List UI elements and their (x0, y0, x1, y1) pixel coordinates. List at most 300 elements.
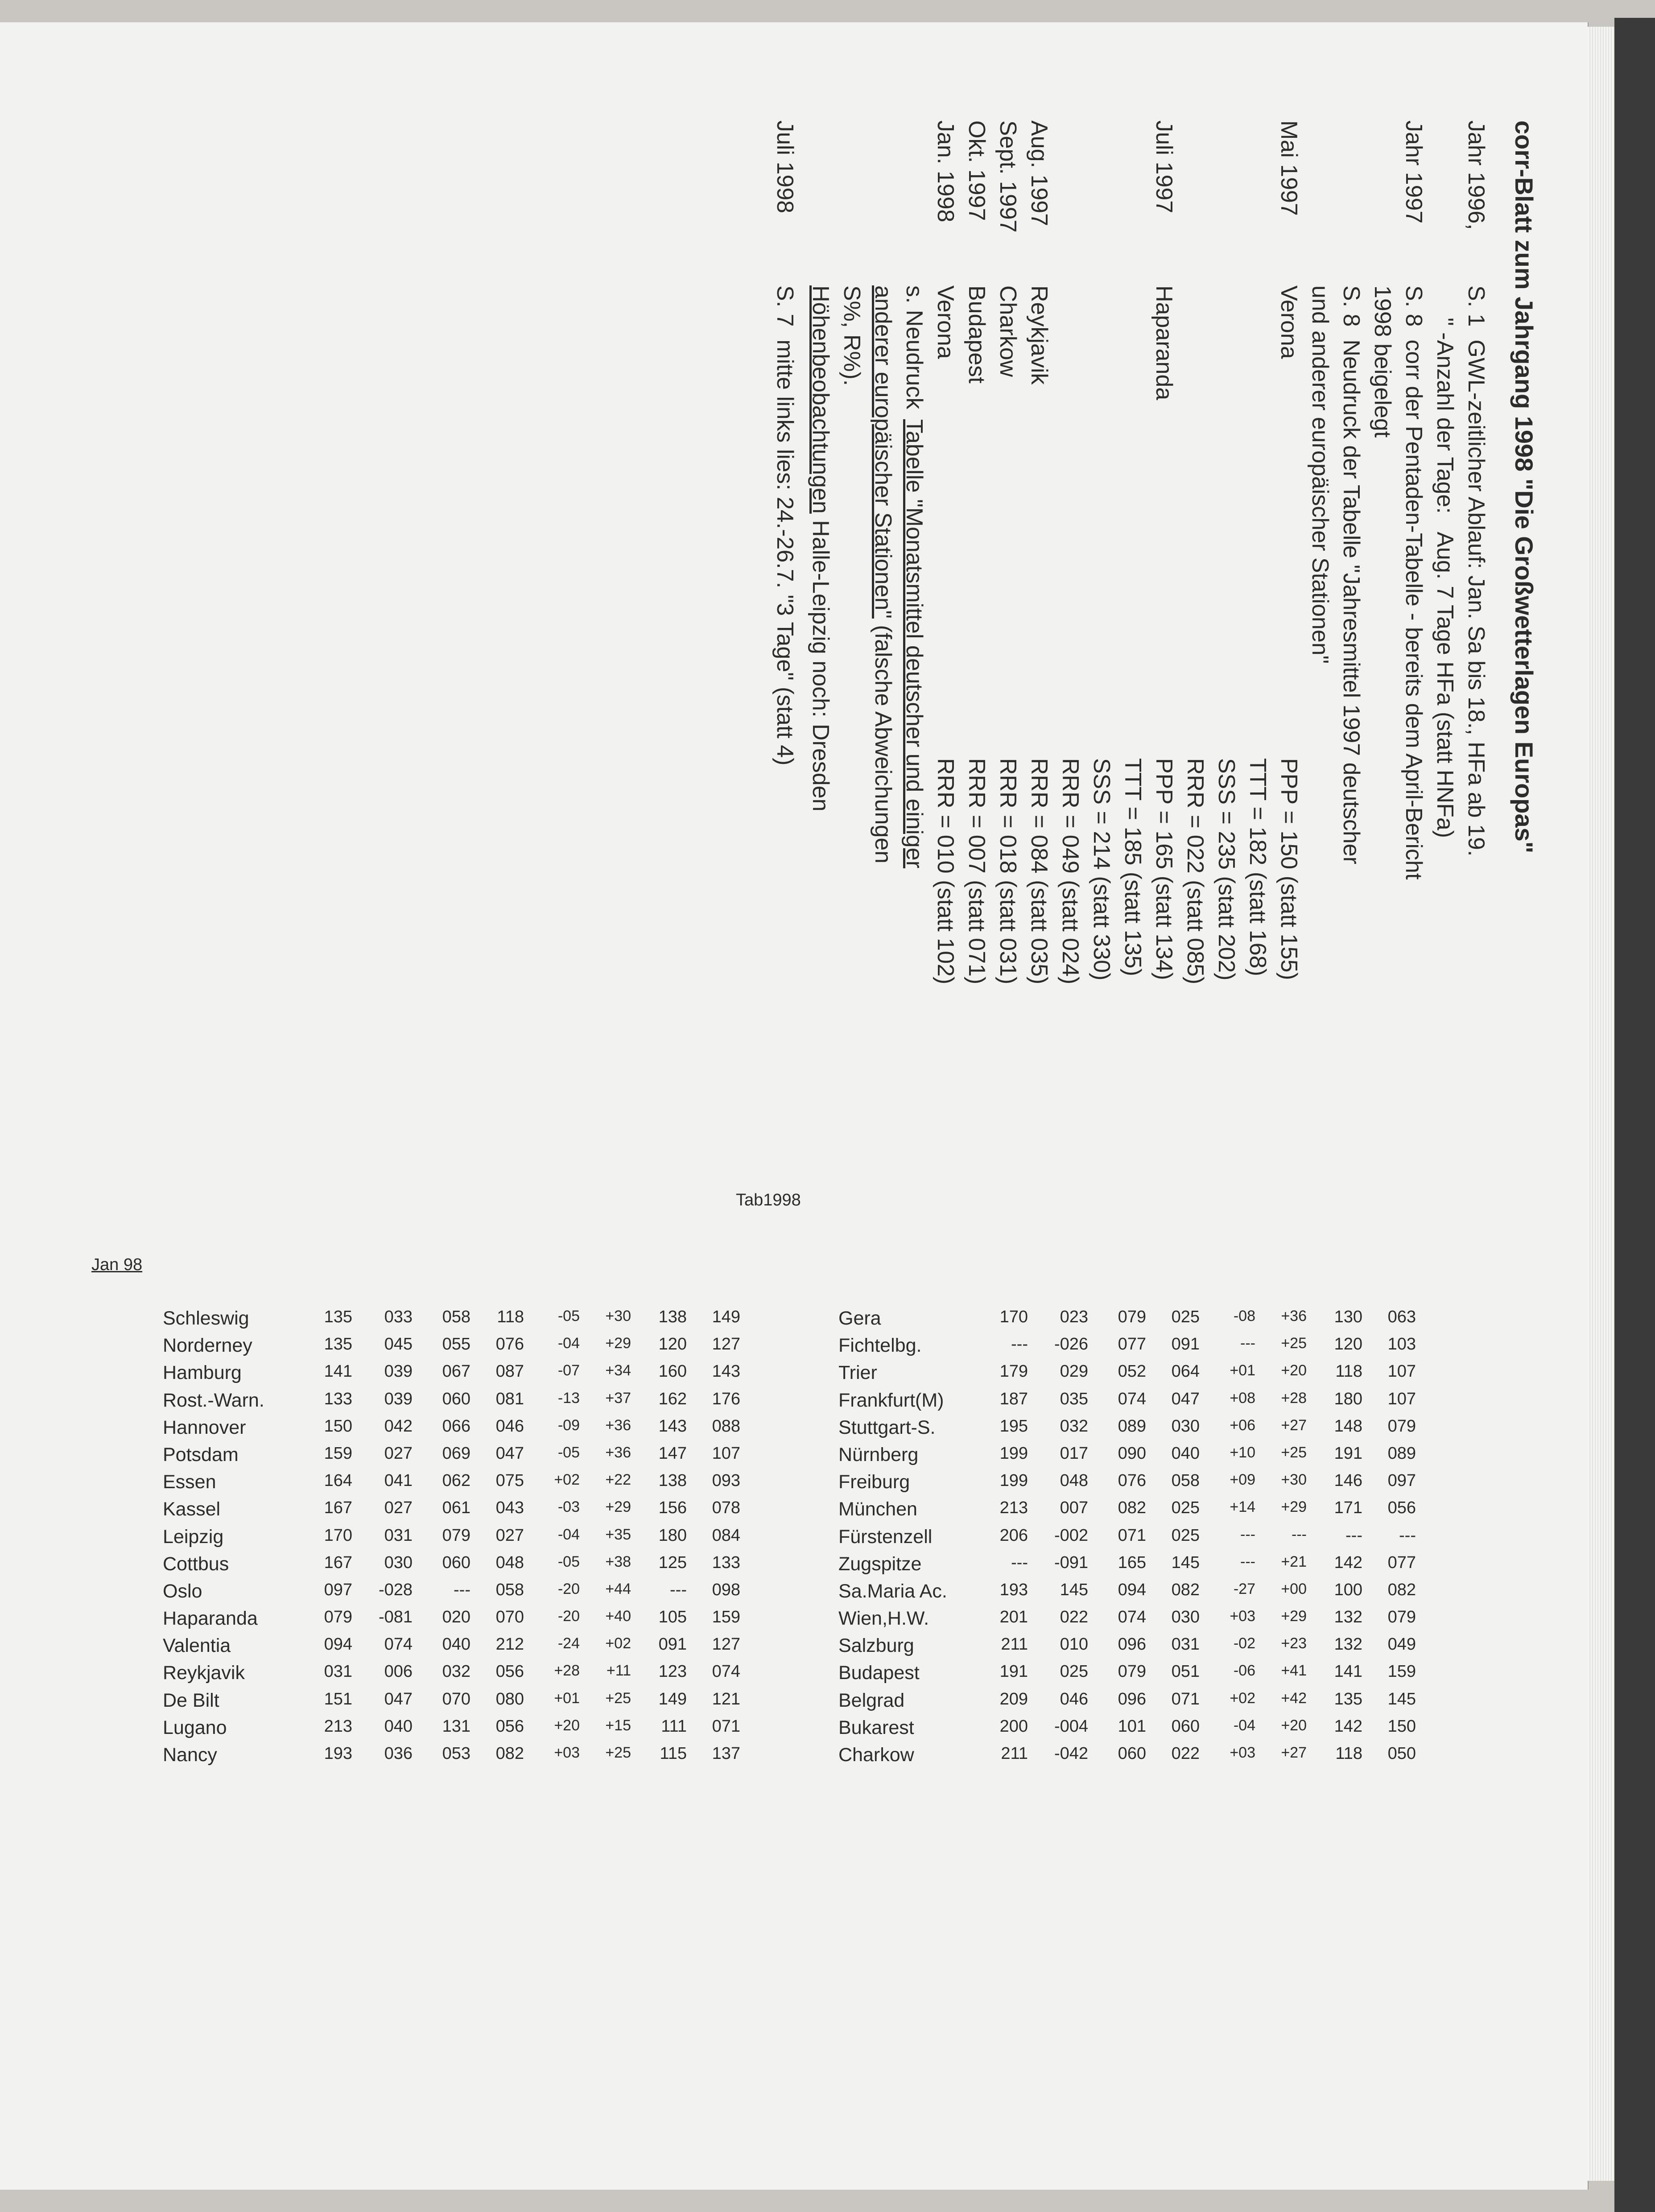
value-cell: +36 (605, 1444, 631, 1461)
value-cell: +03 (554, 1744, 580, 1761)
value-cell: 055 (442, 1335, 470, 1354)
neudruck-line-2 (865, 120, 896, 864)
value-cell: 138 (658, 1308, 687, 1326)
value-cell: 091 (1171, 1335, 1200, 1354)
value-cell: 137 (712, 1744, 740, 1763)
station-name: De Bilt (163, 1689, 219, 1711)
value-cell: 107 (1387, 1389, 1416, 1408)
value-cell: -04 (557, 1335, 580, 1352)
value-cell: 080 (495, 1689, 524, 1709)
value-cell: 076 (495, 1335, 524, 1354)
value-cell: 062 (442, 1471, 470, 1490)
correction-cell: Reykjavik (1026, 285, 1052, 385)
value-cell: 103 (1387, 1335, 1416, 1354)
value-cell: 125 (658, 1553, 687, 1572)
value-cell: 130 (1334, 1308, 1362, 1326)
neudruck-line-3-text: S%, R%). (839, 285, 865, 386)
correction-cell: PPP = 150 (statt 155) (1276, 758, 1302, 980)
station-name: Haparanda (163, 1608, 258, 1630)
page-edges (1588, 27, 1615, 2181)
value-cell: 133 (712, 1553, 740, 1572)
station-name: Trier (838, 1362, 877, 1384)
neudruck-line-3 (834, 120, 865, 386)
station-name: Nancy (163, 1744, 217, 1766)
value-cell: 147 (658, 1444, 687, 1463)
value-cell: 090 (1118, 1444, 1146, 1463)
correction-cell: Okt. 1997 (964, 120, 990, 221)
value-cell: 036 (384, 1744, 413, 1763)
value-cell: 078 (712, 1498, 740, 1518)
value-cell: 100 (1334, 1580, 1362, 1599)
station-name: München (838, 1498, 917, 1520)
value-cell: 071 (712, 1717, 740, 1736)
value-cell: 074 (712, 1662, 740, 1681)
station-name: Potsdam (163, 1444, 239, 1465)
value-cell: +36 (1281, 1308, 1307, 1325)
value-cell: +29 (1281, 1498, 1307, 1516)
value-cell: 143 (658, 1416, 687, 1436)
value-cell: 064 (1171, 1362, 1200, 1381)
value-cell: 039 (384, 1362, 413, 1381)
value-cell: 120 (658, 1335, 687, 1354)
value-cell: 120 (1334, 1335, 1362, 1354)
value-cell: 180 (658, 1526, 687, 1545)
value-cell: 096 (1118, 1635, 1146, 1654)
value-cell: 145 (1060, 1580, 1088, 1599)
correction-cell: SSS = 214 (statt 330) (1089, 758, 1114, 981)
value-cell: +29 (1281, 1608, 1307, 1625)
value-cell: 035 (1060, 1389, 1088, 1408)
value-cell: 017 (1060, 1444, 1088, 1463)
value-cell: 025 (1171, 1498, 1200, 1518)
value-cell: +03 (1230, 1608, 1255, 1625)
value-cell: +41 (1281, 1662, 1307, 1680)
value-cell: 060 (1118, 1744, 1146, 1763)
value-cell: +01 (1230, 1362, 1255, 1379)
value-cell: -028 (378, 1580, 413, 1599)
value-cell: 180 (1334, 1389, 1362, 1408)
value-cell: 193 (324, 1744, 352, 1763)
station-name: Wien,H.W. (838, 1608, 929, 1630)
station-name: Salzburg (838, 1635, 914, 1657)
value-cell: 047 (1171, 1389, 1200, 1408)
value-cell: 079 (1118, 1308, 1146, 1326)
value-cell: +20 (1281, 1717, 1307, 1734)
value-cell: 081 (495, 1389, 524, 1408)
value-cell: 093 (712, 1471, 740, 1490)
value-cell: 209 (999, 1689, 1028, 1709)
value-cell: 049 (1387, 1635, 1416, 1654)
neudruck-underlined-1: Tabelle "Monatsmittel deutscher und einiger (901, 419, 927, 869)
month-label: Jan 98 (91, 1255, 143, 1274)
value-cell: 048 (495, 1553, 524, 1572)
value-cell: 096 (1118, 1689, 1146, 1709)
value-cell: 146 (1334, 1471, 1362, 1490)
value-cell: +25 (1281, 1444, 1307, 1461)
value-cell: 145 (1171, 1553, 1200, 1572)
value-cell: +35 (605, 1526, 631, 1543)
value-cell: 074 (384, 1635, 413, 1654)
value-cell: --- (454, 1580, 470, 1599)
value-cell: 022 (1060, 1608, 1088, 1627)
value-cell: 056 (495, 1717, 524, 1736)
value-cell: -081 (378, 1608, 413, 1627)
value-cell: 051 (1171, 1662, 1200, 1681)
station-name: Charkow (838, 1744, 914, 1766)
value-cell: 135 (324, 1308, 352, 1326)
value-cell: 132 (1334, 1635, 1362, 1654)
value-cell: 213 (324, 1717, 352, 1736)
value-cell: 058 (1171, 1471, 1200, 1490)
value-cell: +42 (1281, 1689, 1307, 1707)
station-name: Nürnberg (838, 1444, 919, 1465)
value-cell: 052 (1118, 1362, 1146, 1381)
value-cell: +44 (605, 1580, 631, 1597)
value-cell: 076 (1118, 1471, 1146, 1490)
station-name: Zugspitze (838, 1553, 922, 1575)
value-cell: 060 (442, 1553, 470, 1572)
value-cell: 079 (1387, 1416, 1416, 1436)
station-name: Bukarest (838, 1717, 914, 1738)
correction-cell: 1998 beigelegt (1370, 285, 1395, 438)
value-cell: 201 (999, 1608, 1028, 1627)
value-cell: 071 (1171, 1689, 1200, 1709)
value-cell: 082 (495, 1744, 524, 1763)
value-cell: 075 (495, 1471, 524, 1490)
station-name: Gera (838, 1308, 881, 1329)
neudruck-line-4 (803, 120, 834, 812)
value-cell: 142 (1334, 1717, 1362, 1736)
value-cell: 213 (999, 1498, 1028, 1518)
value-cell: -03 (557, 1498, 580, 1516)
value-cell: --- (1240, 1526, 1255, 1543)
value-cell: 143 (712, 1362, 740, 1381)
value-cell: --- (1399, 1526, 1416, 1545)
value-cell: 156 (658, 1498, 687, 1518)
value-cell: 056 (1387, 1498, 1416, 1518)
neudruck-line-1 (896, 120, 928, 869)
value-cell: 133 (324, 1389, 352, 1408)
value-cell: 007 (1060, 1498, 1088, 1518)
value-cell: 162 (658, 1389, 687, 1408)
correction-cell: S. 8 Neudruck der Tabelle "Jahresmittel 1997 deutscher (1338, 285, 1364, 864)
book-cover-edge (1614, 18, 1655, 2212)
station-name: Hamburg (163, 1362, 242, 1384)
value-cell: 056 (495, 1662, 524, 1681)
correction-cell: Aug. 1997 (1026, 120, 1052, 227)
station-name: Kassel (163, 1498, 221, 1520)
station-name: Fichtelbg. (838, 1335, 922, 1357)
value-cell: +03 (1230, 1744, 1255, 1761)
value-cell: +20 (1281, 1362, 1307, 1379)
value-cell: -026 (1054, 1335, 1088, 1354)
station-name: Cottbus (163, 1553, 229, 1575)
value-cell: +29 (605, 1498, 631, 1516)
value-cell: --- (1011, 1553, 1028, 1572)
value-cell: 191 (1334, 1444, 1362, 1463)
value-cell: 087 (495, 1362, 524, 1381)
value-cell: 053 (442, 1744, 470, 1763)
value-cell: 107 (1387, 1362, 1416, 1381)
value-cell: 070 (442, 1689, 470, 1709)
value-cell: 149 (658, 1689, 687, 1709)
value-cell: 138 (658, 1471, 687, 1490)
value-cell: 079 (442, 1526, 470, 1545)
value-cell: +25 (605, 1689, 631, 1707)
value-cell: 212 (495, 1635, 524, 1654)
value-cell: +14 (1230, 1498, 1255, 1516)
value-cell: 187 (999, 1389, 1028, 1408)
value-cell: +30 (1281, 1471, 1307, 1489)
correction-cell: RRR = 022 (statt 085) (1182, 758, 1208, 985)
value-cell: +27 (1281, 1416, 1307, 1434)
value-cell: 094 (1118, 1580, 1146, 1599)
value-cell: +00 (1281, 1580, 1307, 1597)
value-cell: 039 (384, 1389, 413, 1408)
value-cell: 150 (1387, 1717, 1416, 1736)
value-cell: -20 (557, 1608, 580, 1625)
neudruck-suffix-2: (falsche Abweichungen (870, 618, 896, 864)
value-cell: 074 (1118, 1608, 1146, 1627)
value-cell: -04 (557, 1526, 580, 1543)
value-cell: 121 (712, 1689, 740, 1709)
value-cell: 115 (660, 1744, 687, 1763)
value-cell: 118 (497, 1308, 524, 1326)
value-cell: 193 (999, 1580, 1028, 1599)
value-cell: 082 (1171, 1580, 1200, 1599)
value-cell: 063 (1387, 1308, 1416, 1326)
value-cell: +36 (605, 1416, 631, 1434)
value-cell: --- (1292, 1526, 1307, 1543)
value-cell: +29 (605, 1335, 631, 1352)
value-cell: 165 (1118, 1553, 1146, 1572)
value-cell: 135 (324, 1335, 352, 1354)
table-caption: Tab1998 (736, 1191, 801, 1209)
value-cell: +20 (554, 1717, 580, 1734)
value-cell: 060 (442, 1389, 470, 1408)
value-cell: 170 (324, 1526, 352, 1545)
value-cell: +01 (554, 1689, 580, 1707)
value-cell: 145 (1387, 1689, 1416, 1709)
value-cell: 107 (712, 1444, 740, 1463)
value-cell: 022 (1171, 1744, 1200, 1763)
value-cell: 101 (1118, 1717, 1146, 1736)
value-cell: 142 (1334, 1553, 1362, 1572)
station-name: Budapest (838, 1662, 920, 1684)
station-name: Stuttgart-S. (838, 1416, 936, 1438)
value-cell: 033 (384, 1308, 413, 1326)
value-cell: 088 (712, 1416, 740, 1436)
value-cell: 058 (495, 1580, 524, 1599)
value-cell: 010 (1060, 1635, 1088, 1654)
value-cell: -02 (1233, 1635, 1255, 1652)
value-cell: +09 (1230, 1471, 1255, 1489)
value-cell: 043 (495, 1498, 524, 1518)
correction-cell: RRR = 018 (statt 031) (995, 758, 1021, 985)
value-cell: 030 (1171, 1608, 1200, 1627)
value-cell: 151 (324, 1689, 352, 1709)
correction-title: corr-Blatt zum Jahrgang 1998 "Die Großwetterlagen Europas" (1510, 120, 1538, 854)
last-text: S. 7 mitte links lies: 24.-26.7. "3 Tage" (statt 4) (772, 285, 798, 766)
neudruck-underlined-2: anderer europäischer Stationen" (870, 285, 896, 619)
station-name: Lugano (163, 1717, 227, 1738)
value-cell: 025 (1171, 1308, 1200, 1326)
value-cell: 048 (1060, 1471, 1088, 1490)
value-cell: 159 (324, 1444, 352, 1463)
value-cell: +25 (605, 1744, 631, 1761)
station-name: Hannover (163, 1416, 246, 1438)
station-name: Schleswig (163, 1308, 249, 1329)
value-cell: 089 (1387, 1444, 1416, 1463)
station-name: Freiburg (838, 1471, 910, 1493)
value-cell: 067 (442, 1362, 470, 1381)
correction-cell: Haparanda (1151, 285, 1177, 400)
value-cell: 060 (1171, 1717, 1200, 1736)
correction-cell: Charkow (995, 285, 1021, 377)
value-cell: +37 (605, 1389, 631, 1407)
value-cell: 118 (1335, 1362, 1362, 1381)
value-cell: 061 (442, 1498, 470, 1518)
value-cell: 167 (324, 1553, 352, 1572)
value-cell: -08 (1233, 1308, 1255, 1325)
value-cell: 211 (1001, 1635, 1028, 1654)
value-cell: 164 (324, 1471, 352, 1490)
value-cell: +40 (605, 1608, 631, 1625)
correction-cell: PPP = 165 (statt 134) (1151, 758, 1177, 980)
value-cell: 200 (999, 1717, 1028, 1736)
station-name: Norderney (163, 1335, 252, 1357)
value-cell: +02 (1230, 1689, 1255, 1707)
value-cell: 047 (495, 1444, 524, 1463)
station-name: Valentia (163, 1635, 231, 1657)
value-cell: -06 (1233, 1662, 1255, 1680)
value-cell: 111 (661, 1717, 687, 1736)
value-cell: 094 (324, 1635, 352, 1654)
value-cell: 089 (1118, 1416, 1146, 1436)
station-name: Sa.Maria Ac. (838, 1580, 947, 1602)
value-cell: 041 (384, 1471, 413, 1490)
correction-cell: RRR = 084 (statt 035) (1026, 758, 1052, 985)
correction-cell: Juli 1997 (1151, 120, 1177, 214)
correction-cell: Jan. 1998 (933, 120, 958, 223)
station-name: Oslo (163, 1580, 202, 1602)
value-cell: -24 (557, 1635, 580, 1652)
correction-cell: und anderer europäischer Stationen" (1307, 285, 1333, 664)
value-cell: 160 (658, 1362, 687, 1381)
value-cell: 023 (1060, 1308, 1088, 1326)
value-cell: -27 (1233, 1580, 1255, 1597)
correction-cell: RRR = 007 (statt 071) (964, 758, 990, 985)
value-cell: +02 (554, 1471, 580, 1489)
value-cell: +22 (605, 1471, 631, 1489)
correction-sheet (647, 120, 1539, 1235)
value-cell: -07 (557, 1362, 580, 1379)
value-cell: 040 (442, 1635, 470, 1654)
value-cell: --- (1011, 1335, 1028, 1354)
correction-cell: RRR = 010 (statt 102) (933, 758, 958, 985)
value-cell: 127 (712, 1635, 740, 1654)
value-cell: 141 (324, 1362, 352, 1381)
value-cell: 199 (999, 1444, 1028, 1463)
value-cell: --- (1240, 1553, 1255, 1570)
value-cell: +08 (1230, 1389, 1255, 1407)
value-cell: 132 (1334, 1608, 1362, 1627)
value-cell: +25 (1281, 1335, 1307, 1352)
value-cell: 025 (1171, 1526, 1200, 1545)
value-cell: 118 (1335, 1744, 1362, 1763)
value-cell: 127 (712, 1335, 740, 1354)
value-cell: +06 (1230, 1416, 1255, 1434)
value-cell: 206 (999, 1526, 1028, 1545)
value-cell: +27 (1281, 1744, 1307, 1761)
correction-cell: TTT = 185 (statt 135) (1120, 758, 1146, 976)
value-cell: -05 (557, 1553, 580, 1570)
correction-cell: " -Anzahl der Tage: Aug. 7 Tage HFa (statt HNFa) (1432, 285, 1458, 838)
value-cell: 074 (1118, 1389, 1146, 1408)
value-cell: +28 (1281, 1389, 1307, 1407)
last-correction-line (767, 120, 798, 766)
value-cell: 131 (442, 1717, 470, 1736)
value-cell: 159 (712, 1608, 740, 1627)
value-cell: 171 (1334, 1498, 1362, 1518)
value-cell: 199 (999, 1471, 1028, 1490)
value-cell: 050 (1387, 1744, 1416, 1763)
value-cell: +30 (605, 1308, 631, 1325)
station-name: Rost.-Warn. (163, 1389, 264, 1411)
correction-cell: S. 8 corr der Pentaden-Tabelle - bereits dem April-Bericht (1401, 285, 1427, 880)
value-cell: 159 (1387, 1662, 1416, 1681)
value-cell: 082 (1118, 1498, 1146, 1518)
value-cell: -002 (1054, 1526, 1088, 1545)
value-cell: +28 (554, 1662, 580, 1680)
value-cell: +11 (606, 1662, 631, 1680)
value-cell: 029 (1060, 1362, 1088, 1381)
value-cell: 077 (1387, 1553, 1416, 1572)
value-cell: 071 (1118, 1526, 1146, 1545)
value-cell: +34 (605, 1362, 631, 1379)
correction-cell: S. 1 GWL-zeitlicher Ablauf: Jan. Sa bis 18., HFa ab 19. (1463, 285, 1489, 857)
value-cell: 149 (712, 1308, 740, 1326)
correction-cell: RRR = 049 (statt 024) (1057, 758, 1083, 985)
value-cell: 079 (324, 1608, 352, 1627)
correction-cell: Verona (1276, 285, 1302, 359)
station-name: Leipzig (163, 1526, 224, 1548)
value-cell: 031 (384, 1526, 413, 1545)
neudruck-underlined-4: Höhenbeobachtungen (808, 285, 834, 514)
value-cell: 025 (1060, 1662, 1088, 1681)
value-cell: 077 (1118, 1335, 1146, 1354)
value-cell: 167 (324, 1498, 352, 1518)
value-cell: +38 (605, 1553, 631, 1570)
neudruck-prefix: s. Neudruck (901, 285, 927, 416)
value-cell: 040 (384, 1717, 413, 1736)
value-cell: 170 (999, 1308, 1028, 1326)
value-cell: 006 (384, 1662, 413, 1681)
station-name: Belgrad (838, 1689, 905, 1711)
correction-cell: TTT = 182 (statt 168) (1245, 758, 1271, 976)
value-cell: 046 (1060, 1689, 1088, 1709)
value-cell: 091 (658, 1635, 687, 1654)
value-cell: 079 (1118, 1662, 1146, 1681)
value-cell: 105 (658, 1608, 687, 1627)
value-cell: 027 (384, 1444, 413, 1463)
value-cell: 027 (384, 1498, 413, 1518)
value-cell: 141 (1334, 1662, 1362, 1681)
value-cell: --- (1240, 1335, 1255, 1352)
station-name: Fürstenzell (838, 1526, 933, 1548)
value-cell: 135 (1334, 1689, 1362, 1709)
correction-cell: Verona (933, 285, 958, 359)
